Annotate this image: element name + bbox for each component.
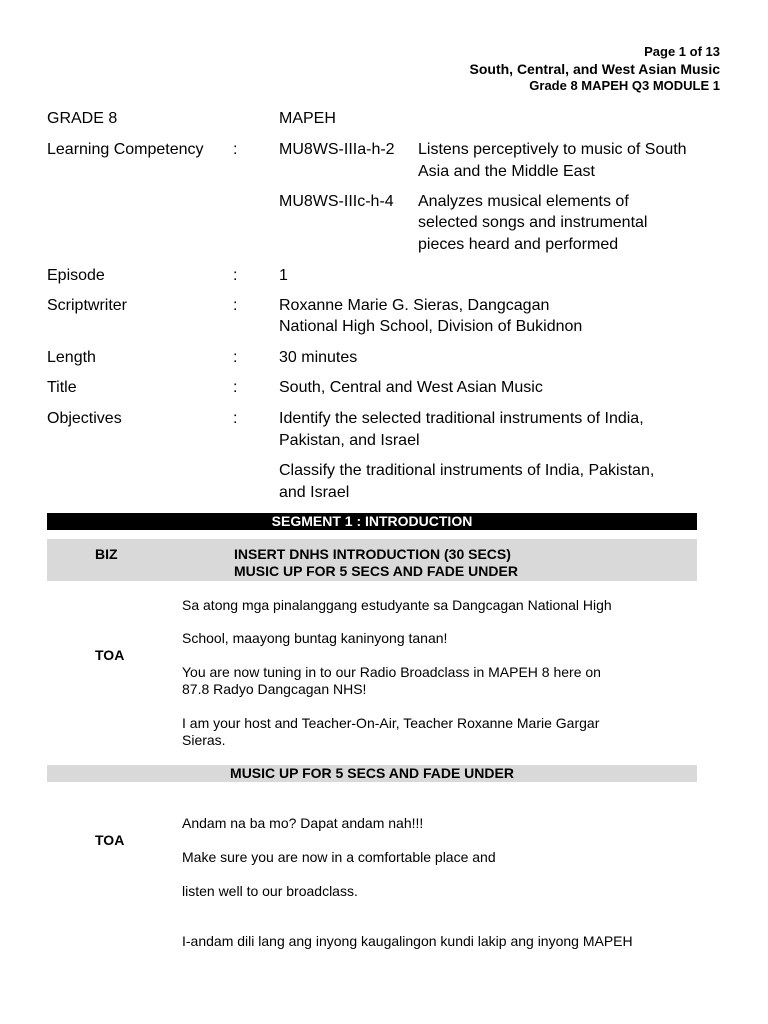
- toa1-line-5: I am your host and Teacher-On-Air, Teacher Roxanne Marie Gargar: [182, 715, 600, 731]
- toa2-line-2: Make sure you are now in a comfortable place and: [182, 849, 496, 865]
- competency-colon: :: [233, 141, 238, 158]
- toa2-line-3: listen well to our broadclass.: [182, 883, 358, 899]
- document-subject: South, Central, and West Asian Music: [469, 61, 720, 77]
- title-value: South, Central and West Asian Music: [279, 379, 543, 396]
- competency-label: Learning Competency: [47, 141, 204, 158]
- biz-line1: INSERT DNHS INTRODUCTION (30 SECS): [234, 546, 511, 562]
- biz-line2: MUSIC UP FOR 5 SECS AND FADE UNDER: [234, 563, 518, 579]
- music-cue-bar: [47, 765, 697, 782]
- scriptwriter-line2: National High School, Division of Bukidnon: [279, 318, 583, 335]
- competency-code-1: MU8WS-IIIa-h-2: [279, 141, 395, 158]
- scriptwriter-label: Scriptwriter: [47, 297, 128, 314]
- length-colon: :: [233, 349, 238, 366]
- toa1-line-6: Sieras.: [182, 732, 226, 748]
- objectives-label: Objectives: [47, 410, 122, 427]
- music-cue: MUSIC UP FOR 5 SECS AND FADE UNDER: [230, 765, 514, 781]
- module-label: Grade 8 MAPEH Q3 MODULE 1: [529, 78, 720, 93]
- objectives-colon: :: [233, 410, 238, 427]
- length-value: 30 minutes: [279, 349, 358, 366]
- competency-code-2: MU8WS-IIIc-h-4: [279, 193, 394, 210]
- competency-text-1-line2: Asia and the Middle East: [418, 163, 595, 180]
- objective-2-line2: and Israel: [279, 484, 350, 501]
- episode-value: 1: [279, 267, 288, 284]
- title-colon: :: [233, 379, 238, 396]
- competency-text-1-line1: Listens perceptively to music of South: [418, 141, 687, 158]
- competency-text-2-line1: Analyzes musical elements of: [418, 193, 629, 210]
- scriptwriter-line1: Roxanne Marie G. Sieras, Dangcagan: [279, 297, 550, 314]
- length-label: Length: [47, 349, 96, 366]
- course-label: MAPEH: [279, 110, 336, 127]
- toa1-line-4: 87.8 Radyo Dangcagan NHS!: [182, 681, 367, 697]
- toa1-line-1: Sa atong mga pinalanggang estudyante sa Dangcagan National High: [182, 597, 612, 613]
- toa-label-2: TOA: [95, 832, 125, 848]
- objective-1-line1: Identify the selected traditional instruments of India,: [279, 410, 644, 427]
- competency-text-2-line3: pieces heard and performed: [418, 236, 619, 253]
- scriptwriter-colon: :: [233, 297, 238, 314]
- toa2-line-4: I-andam dili lang ang inyong kaugalingon kundi lakip ang inyong MAPEH: [182, 933, 633, 949]
- title-label: Title: [47, 379, 77, 396]
- competency-text-2-line2: selected songs and instrumental: [418, 214, 648, 231]
- segment-title: SEGMENT 1 : INTRODUCTION: [271, 513, 473, 529]
- objective-2-line1: Classify the traditional instruments of India, Pakistan,: [279, 462, 655, 479]
- episode-label: Episode: [47, 267, 105, 284]
- objective-1-line2: Pakistan, and Israel: [279, 432, 420, 449]
- toa2-line-1: Andam na ba mo? Dapat andam nah!!!: [182, 815, 424, 831]
- segment-title-bar: [47, 513, 697, 530]
- page-number: Page 1 of 13: [644, 44, 720, 59]
- toa-label-1: TOA: [95, 647, 125, 663]
- grade-label: GRADE 8: [47, 110, 118, 127]
- episode-colon: :: [233, 267, 238, 284]
- toa1-line-3: You are now tuning in to our Radio Broadclass in MAPEH 8 here on: [182, 664, 601, 680]
- biz-label: BIZ: [95, 546, 118, 562]
- toa1-line-2: School, maayong buntag kaninyong tanan!: [182, 630, 448, 646]
